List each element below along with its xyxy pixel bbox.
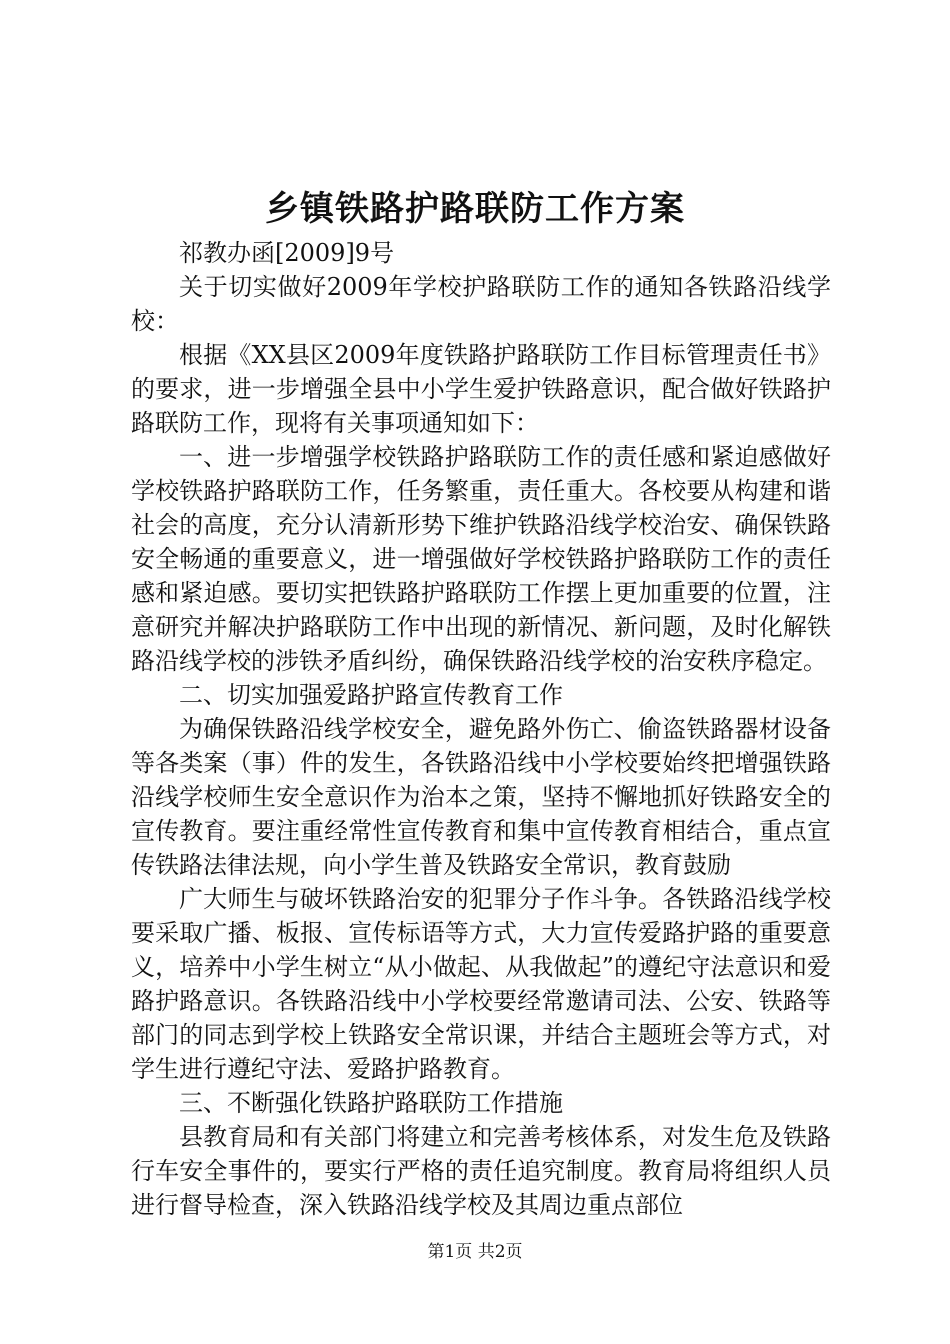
- section-one-paragraph: 一、进一步增强学校铁路护路联防工作的责任感和紧迫感做好学校铁路护路联防工作，任务繁重，责任重大。各校要从构建和谐社会的高度，充分认清新形势下维护铁路沿线学校治安、确保铁路安全畅通的重要意义，进一增强做好学校铁路护路联防工作的责任感和紧迫感。要切实把铁路护路联防工作摆上更加重要的位置，注意研究并解决护路联防工作中出现的新情况、新问题，及时化解铁路沿线学校的涉铁矛盾纠纷，确保铁路沿线学校的治安秩序稳定。: [131, 443, 831, 675]
- section-two-paragraph: 为确保铁路沿线学校安全，避免路外伤亡、偷盗铁路器材设备等各类案（事）件的发生，各铁路沿线中小学校要始终把增强铁路沿线学校师生安全意识作为治本之策，坚持不懈地抓好铁路安全的宣传教育。要注重经常性宣传教育和集中宣传教育相结合，重点宣传铁路法律法规，向小学生普及铁路安全常识，教育鼓励: [131, 715, 831, 879]
- document-reference-number: 祁教办函[2009]9号: [179, 239, 395, 267]
- document-body: [131, 236, 831, 1222]
- page-number-footer: 第1页 共2页: [427, 1242, 523, 1262]
- notice-heading: 关于切实做好2009年学校护路联防工作的通知各铁路沿线学校：: [131, 273, 831, 335]
- section-three-paragraph: 县教育局和有关部门将建立和完善考核体系，对发生危及铁路行车安全事件的，要实行严格的责任追究制度。教育局将组织人员进行督导检查，深入铁路沿线学校及其周边重点部位: [131, 1123, 831, 1219]
- section-two-heading: 二、切实加强爱路护路宣传教育工作: [179, 681, 563, 709]
- intro-paragraph: 根据《XX县区2009年度铁路护路联防工作目标管理责任书》的要求，进一步增强全县中小学生爱护铁路意识，配合做好铁路护路联防工作，现将有关事项通知如下：: [131, 341, 831, 437]
- section-two-continued-paragraph: 广大师生与破坏铁路治安的犯罪分子作斗争。各铁路沿线学校要采取广播、板报、宣传标语等方式，大力宣传爱路护路的重要意义，培养中小学生树立“从小做起、从我做起”的遵纪守法意识和爱路护路意识。各铁路沿线中小学校要经常邀请司法、公安、铁路等部门的同志到学校上铁路安全常识课，并结合主题班会等方式，对学生进行遵纪守法、爱路护路教育。: [131, 885, 831, 1083]
- section-three-heading: 三、不断强化铁路护路联防工作措施: [179, 1089, 563, 1117]
- document-title: 乡镇铁路护路联防工作方案: [265, 189, 685, 229]
